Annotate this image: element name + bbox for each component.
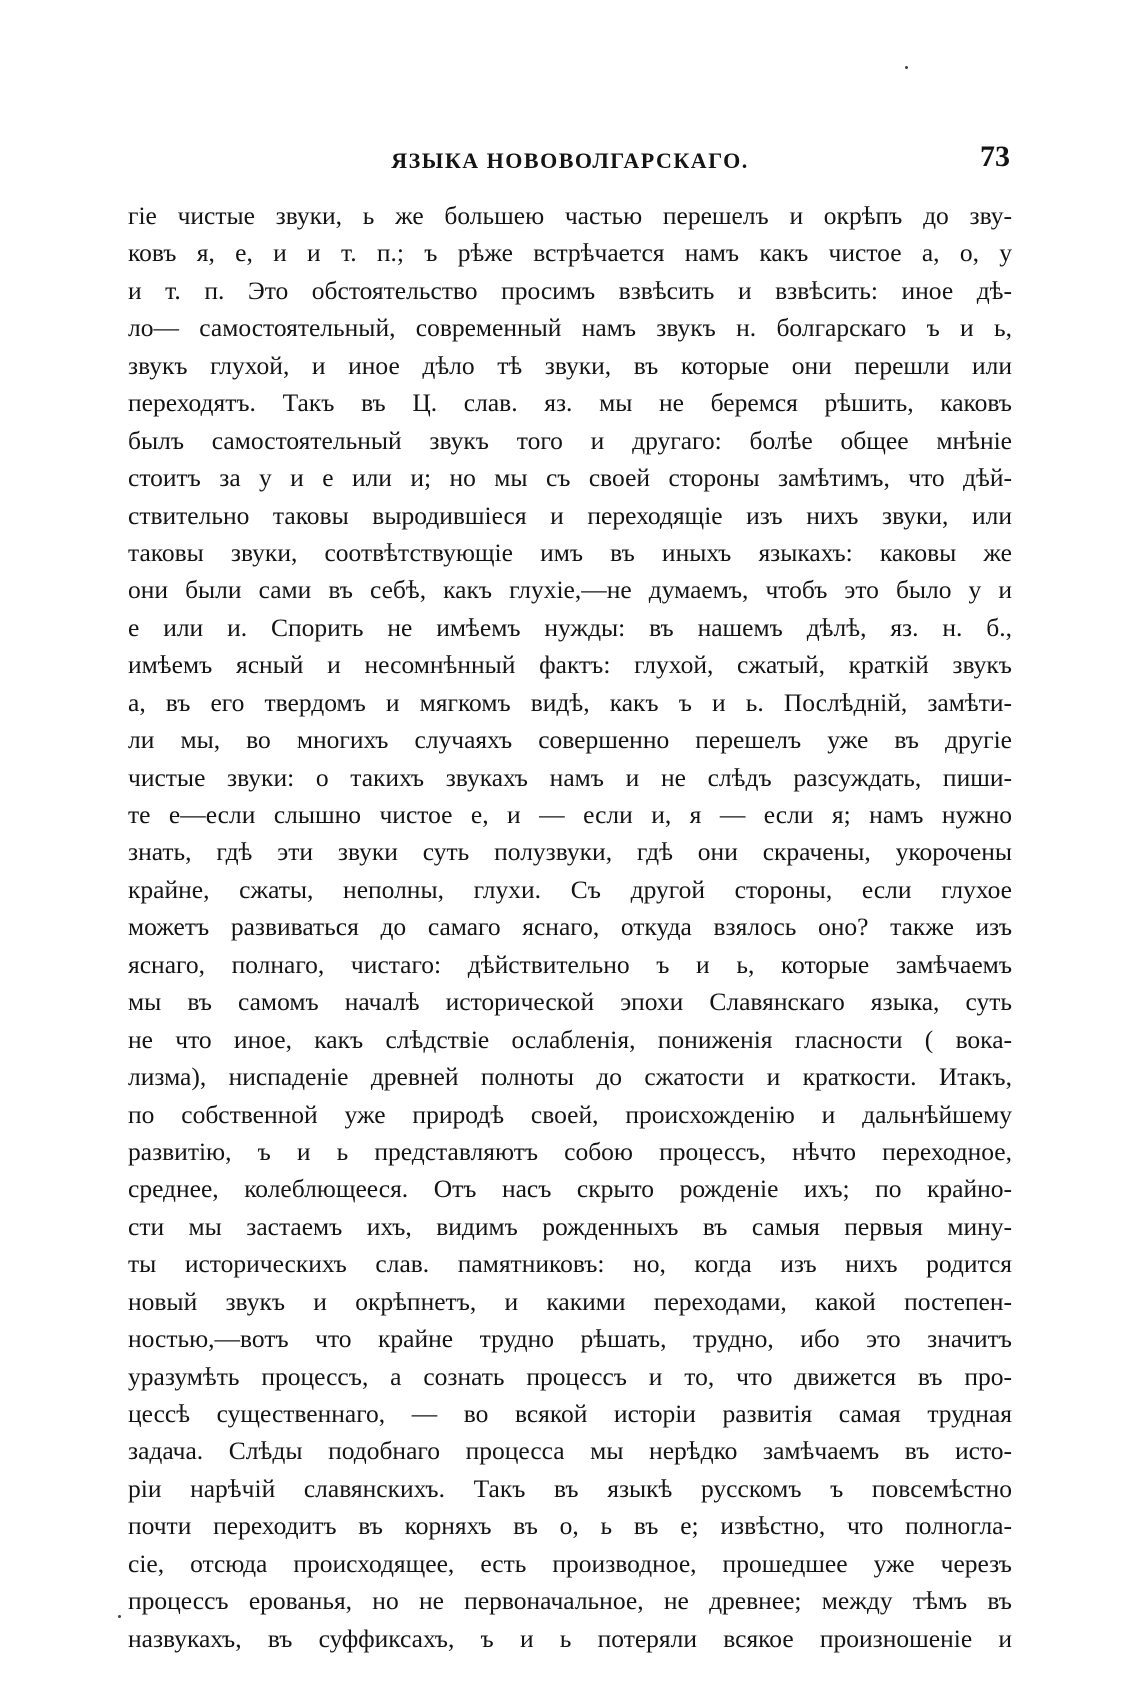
text-line: новый звукъ и окрѣпнетъ, и какими переходами, какой постепен- [128,1286,1012,1316]
text-line: процессъ ерованья, но не первоначальное, не древнее; между тѣмъ въ [128,1586,1012,1616]
text-line: и т. п. Это обстоятельство просимъ взвѣсить и взвѣсить: иное дѣ- [128,275,1012,305]
text-line: лизма), ниспаденіе древней полноты до сжатости и краткости. Итакъ, [128,1062,1012,1092]
body-text [128,197,1012,1657]
text-line: а, въ его твердомъ и мягкомъ видѣ, какъ ъ и ь. Послѣдній, замѣти- [128,687,1012,717]
text-line: они были сами въ себѣ, какъ глухіе,—не думаемъ, чтобъ это было у и [128,575,1012,605]
text-line: ло— самостоятельный, современный намъ звукъ н. болгарскаго ъ и ь, [128,313,1012,343]
running-title: ЯЗЫКА НОВОВОЛГАРСКАГО. [391,148,749,173]
page-speck [905,66,908,69]
text-line: мы въ самомъ началѣ исторической эпохи Славянскаго языка, суть [128,987,1012,1017]
page-speck [118,1615,121,1618]
text-line: среднее, колеблющееся. Отъ насъ скрыто рожденіе ихъ; по крайно- [128,1174,1012,1204]
text-line: назвукахъ, въ суффиксахъ, ъ и ь потеряли всякое произношеніе и [128,1623,1012,1653]
running-head [130,140,1010,180]
text-line: уразумѣть процессъ, а сознать процессъ и то, что движется въ про- [128,1361,1012,1391]
text-line: былъ самостоятельный звукъ того и другаго: болѣе общее мнѣніе [128,425,1012,455]
text-line: яснаго, полнаго, чистаго: дѣйствительно ъ и ь, которые замѣчаемъ [128,949,1012,979]
text-line: знать, гдѣ эти звуки суть полузвуки, гдѣ они скрачены, укорочены [128,837,1012,867]
text-line: ты историческихъ слав. памятниковъ: но, когда изъ нихъ родится [128,1249,1012,1279]
text-line: те е—если слышно чистое е, и — если и, я — если я; намъ нужно [128,800,1012,829]
text-line: е или и. Спорить не имѣемъ нужды: въ нашемъ дѣлѣ, яз. н. б., [128,612,1012,642]
text-line: почти переходитъ въ корняхъ въ о, ь въ е; извѣстно, что полногла- [128,1511,1012,1541]
text-line: ствительно таковы выродившіеся и переходящіе изъ нихъ звуки, или [128,500,1012,530]
text-line: стоитъ за у и е или и; но мы съ своей стороны замѣтимъ, что дѣй- [128,463,1012,493]
text-line: ностью,—вотъ что крайне трудно рѣшать, трудно, ибо это значитъ [128,1324,1012,1354]
text-line: по собственной уже природѣ своей, происхожденію и дальнѣйшему [128,1099,1012,1129]
text-line: развитію, ъ и ь представляютъ собою процессъ, нѣчто переходное, [128,1136,1012,1166]
text-line: чистые звуки: о такихъ звукахъ намъ и не слѣдъ разсуждать, пиши- [128,762,1012,792]
text-line: переходятъ. Такъ въ Ц. слав. яз. мы не беремся рѣшить, каковъ [128,388,1012,418]
text-line: таковы звуки, соотвѣтствующіе имъ въ иныхъ языкахъ: каковы же [128,537,1012,567]
text-line: имѣемъ ясный и несомнѣнный фактъ: глухой, сжатый, краткій звукъ [128,650,1012,680]
page-number: 73 [980,140,1010,173]
text-line: сіе, отсюда происходящее, есть производное, прошедшее уже черезъ [128,1548,1012,1578]
text-line: сти мы застаемъ ихъ, видимъ рожденныхъ въ самыя первыя мину- [128,1211,1012,1241]
text-line: не что иное, какъ слѣдствіе ослабленія, пониженія гласности ( вока- [128,1024,1012,1054]
text-line: задача. Слѣды подобнаго процесса мы нерѣдко замѣчаемъ въ исто- [128,1436,1012,1466]
text-line: гіе чистые звуки, ь же большею частью перешелъ и окрѣпъ до зву- [128,201,1012,230]
text-line: ріи нарѣчій славянскихъ. Такъ въ языкѣ русскомъ ъ повсемѣстно [128,1473,1012,1503]
text-line: ли мы, во многихъ случаяхъ совершенно перешелъ уже въ другіе [128,725,1012,755]
text-line: звукъ глухой, и иное дѣло тѣ звуки, въ которые они перешли или [128,350,1012,380]
text-line: можетъ развиваться до самаго яснаго, откуда взялось оно? также изъ [128,912,1012,942]
text-line: крайне, сжаты, неполны, глухи. Съ другой стороны, если глухое [128,874,1012,904]
text-line: цессѣ существеннаго, — во всякой исторіи развитія самая трудная [128,1399,1012,1428]
text-line: ковъ я, е, и и т. п.; ъ рѣже встрѣчается намъ какъ чистое а, о, у [128,238,1012,268]
